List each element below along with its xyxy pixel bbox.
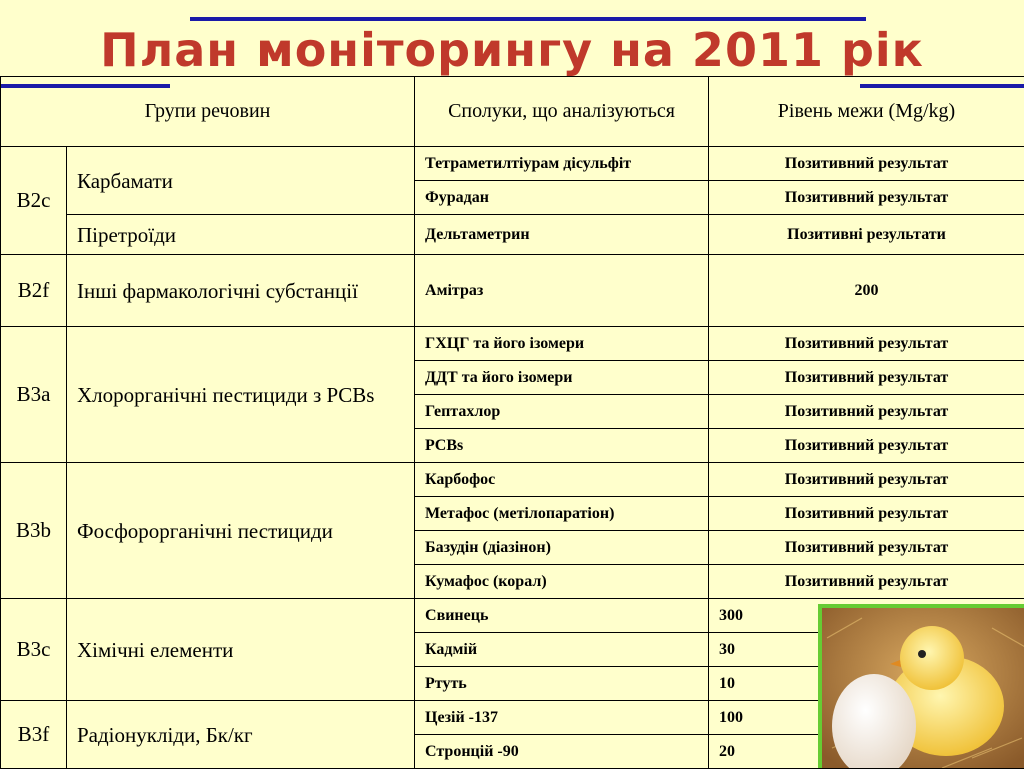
compound-cell: Дельтаметрин — [415, 215, 709, 255]
compound-cell: Кумафос (корал) — [415, 565, 709, 599]
limit-cell: 30 — [709, 633, 1024, 667]
limit-cell: Позитивний результат — [709, 181, 1024, 215]
compound-cell: Стронцій -90 — [415, 735, 709, 769]
compound-cell: ГХЦГ та його ізомери — [415, 327, 709, 361]
header-groups: Групи речовин — [1, 77, 415, 147]
limit-cell: Позитивний результат — [709, 497, 1024, 531]
compound-cell: ДДТ та його ізомери — [415, 361, 709, 395]
compound-cell: Карбофос — [415, 463, 709, 497]
compound-cell: PCBs — [415, 429, 709, 463]
compound-cell: Цезій -137 — [415, 701, 709, 735]
compound-cell: Ртуть — [415, 667, 709, 701]
limit-cell: Позитивний результат — [709, 429, 1024, 463]
title-underline-top — [190, 17, 866, 21]
compound-cell: Свинець — [415, 599, 709, 633]
group-name: Інші фармакологічні субстанції — [67, 255, 415, 327]
table-row — [1, 147, 1024, 181]
group-name: Карбамати — [67, 147, 415, 215]
compound-cell: Амітраз — [415, 255, 709, 327]
limit-cell: Позитивний результат — [709, 531, 1024, 565]
group-code: B2c — [1, 147, 67, 255]
compound-cell: Тетраметилтіурам дісульфіт — [415, 147, 709, 181]
limit-cell: Позитивні результати — [709, 215, 1024, 255]
group-name: Радіонукліди, Бк/кг — [67, 701, 415, 769]
compound-cell: Кадмій — [415, 633, 709, 667]
compound-cell: Фурадан — [415, 181, 709, 215]
limit-cell: 100 — [709, 701, 1024, 735]
table-row — [1, 463, 1024, 497]
group-name: Піретроїди — [67, 215, 415, 255]
group-name: Хлорорганічні пестициди з PCBs — [67, 327, 415, 463]
limit-cell: 20 — [709, 735, 1024, 769]
limit-cell: Позитивний результат — [709, 565, 1024, 599]
group-code: B3f — [1, 701, 67, 769]
group-code: B2f — [1, 255, 67, 327]
group-code: B3b — [1, 463, 67, 599]
compound-cell: Гептахлор — [415, 395, 709, 429]
limit-cell: Позитивний результат — [709, 395, 1024, 429]
chick-with-egg-photo — [818, 604, 1024, 768]
group-name: Хімічні елементи — [67, 599, 415, 701]
group-code: B3a — [1, 327, 67, 463]
limit-cell: Позитивний результат — [709, 327, 1024, 361]
limit-cell: Позитивний результат — [709, 463, 1024, 497]
group-code: B3c — [1, 599, 67, 701]
limit-cell: 300 — [709, 599, 1024, 633]
compound-cell: Базудін (діазінон) — [415, 531, 709, 565]
compound-cell: Метафос (метілопаратіон) — [415, 497, 709, 531]
header-limit: Рівень межи (Mg/kg) — [709, 77, 1024, 147]
chick-egg-illustration — [822, 608, 1024, 768]
limit-cell: 200 — [709, 255, 1024, 327]
limit-cell: 10 — [709, 667, 1024, 701]
table-header-row — [1, 77, 1024, 147]
slide-title: План моніторингу на 2011 рік — [0, 22, 1024, 78]
group-name: Фосфорорганічні пестициди — [67, 463, 415, 599]
limit-cell: Позитивний результат — [709, 147, 1024, 181]
table-row — [1, 255, 1024, 327]
table-row — [1, 215, 1024, 255]
limit-cell: Позитивний результат — [709, 361, 1024, 395]
table-row — [1, 327, 1024, 361]
header-compounds: Сполуки, що аналізуються — [415, 77, 709, 147]
